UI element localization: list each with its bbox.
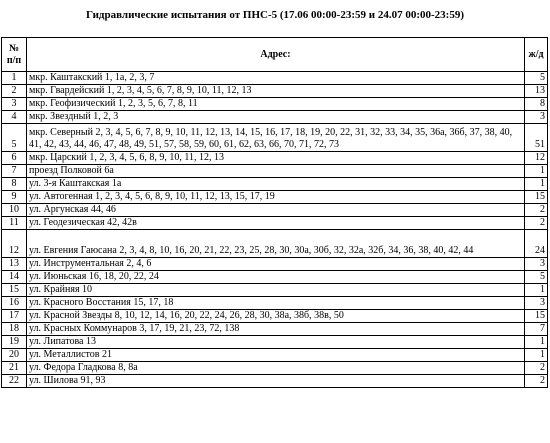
table-row (2, 217, 548, 230)
table-row (2, 124, 548, 152)
row-address: ул. Красных Коммунаров 3, 17, 19, 21, 23, 72, 138 (27, 323, 525, 336)
row-house-count: 15 (525, 310, 548, 323)
row-number: 11 (2, 217, 27, 230)
row-address: ул. Инструментальная 2, 4, 6 (27, 258, 525, 271)
row-house-count: 2 (525, 217, 548, 230)
row-number: 2 (2, 85, 27, 98)
row-address: мкр. Звездный 1, 2, 3 (27, 111, 525, 124)
header-count: ж/д (525, 38, 548, 72)
table-row (2, 284, 548, 297)
row-number: 17 (2, 310, 27, 323)
row-number: 18 (2, 323, 27, 336)
row-address: ул. Евгения Гаюсана 2, 3, 4, 8, 10, 16, 20, 21, 22, 23, 25, 28, 30, 30а, 30б, 32, 32а, 32б, 34, 36, 38, 40, 42, 44 (27, 230, 525, 258)
row-number: 13 (2, 258, 27, 271)
table-row (2, 111, 548, 124)
row-house-count: 3 (525, 111, 548, 124)
row-house-count: 13 (525, 85, 548, 98)
row-number: 7 (2, 165, 27, 178)
table-row (2, 72, 548, 85)
header-address: Адрес: (27, 38, 525, 72)
row-house-count: 1 (525, 336, 548, 349)
row-number: 14 (2, 271, 27, 284)
table-row (2, 85, 548, 98)
table-row (2, 178, 548, 191)
table-row (2, 297, 548, 310)
row-number: 8 (2, 178, 27, 191)
row-number: 19 (2, 336, 27, 349)
table-row (2, 336, 548, 349)
row-number: 9 (2, 191, 27, 204)
row-house-count: 5 (525, 72, 548, 85)
row-address: ул. 3-я Каштакская 1а (27, 178, 525, 191)
header-number-line1: № (8, 42, 20, 54)
row-house-count: 1 (525, 178, 548, 191)
table-row (2, 375, 548, 388)
row-address: ул. Красной Звезды 8, 10, 12, 14, 16, 20, 22, 24, 26, 28, 30, 38а, 38б, 38в, 50 (27, 310, 525, 323)
table-row (2, 323, 548, 336)
table-row (2, 152, 548, 165)
row-house-count: 51 (525, 124, 548, 152)
row-address: ул. Красного Восстания 15, 17, 18 (27, 297, 525, 310)
row-address: ул. Шилова 91, 93 (27, 375, 525, 388)
row-address: ул. Геодезическая 42, 42в (27, 217, 525, 230)
row-house-count: 3 (525, 297, 548, 310)
row-number: 22 (2, 375, 27, 388)
row-house-count: 1 (525, 349, 548, 362)
row-number: 20 (2, 349, 27, 362)
table-row (2, 310, 548, 323)
row-number: 3 (2, 98, 27, 111)
table-row (2, 230, 548, 258)
table-row (2, 258, 548, 271)
row-house-count: 2 (525, 375, 548, 388)
row-number: 10 (2, 204, 27, 217)
row-house-count: 8 (525, 98, 548, 111)
row-address: ул. Автогенная 1, 2, 3, 4, 5, 6, 8, 9, 10, 11, 12, 13, 15, 17, 19 (27, 191, 525, 204)
header-number (2, 38, 27, 72)
row-number: 4 (2, 111, 27, 124)
row-address: ул. Аргунская 44, 46 (27, 204, 525, 217)
row-house-count: 3 (525, 258, 548, 271)
row-house-count: 24 (525, 230, 548, 258)
table-row (2, 204, 548, 217)
table-row (2, 191, 548, 204)
row-number: 6 (2, 152, 27, 165)
row-house-count: 1 (525, 284, 548, 297)
row-address: мкр. Царский 1, 2, 3, 4, 5, 6, 8, 9, 10, 11, 12, 13 (27, 152, 525, 165)
row-address: мкр. Каштакский 1, 1а, 2, 3, 7 (27, 72, 525, 85)
table-row (2, 271, 548, 284)
row-address: ул. Крайняя 10 (27, 284, 525, 297)
row-house-count: 5 (525, 271, 548, 284)
row-number: 1 (2, 72, 27, 85)
row-address: ул. Июньская 16, 18, 20, 22, 24 (27, 271, 525, 284)
header-number-line2: п/п (6, 54, 22, 66)
addresses-table (1, 37, 548, 388)
row-address: ул. Липатова 13 (27, 336, 525, 349)
row-address: ул. Федора Гладкова 8, 8а (27, 362, 525, 375)
row-house-count: 2 (525, 362, 548, 375)
row-number: 21 (2, 362, 27, 375)
row-address: ул. Металлистов 21 (27, 349, 525, 362)
table-row (2, 362, 548, 375)
row-house-count: 7 (525, 323, 548, 336)
row-address: мкр. Геофизический 1, 2, 3, 5, 6, 7, 8, 11 (27, 98, 525, 111)
row-address: мкр. Северный 2, 3, 4, 5, 6, 7, 8, 9, 10, 11, 12, 13, 14, 15, 16, 17, 18, 19, 20, 22, 31, 32, 33, 34, 35, 36а, 36б, 37, 38, 40, 41, 42, 43, 44, 46, 47, 48, 49, 51, 57, 58, 59, 60, 61, 62, 63, 66, 70, 71, 72, 73 (27, 124, 525, 152)
table-row (2, 98, 548, 111)
row-number: 12 (2, 230, 27, 258)
row-address: мкр. Гвардейский 1, 2, 3, 4, 5, 6, 7, 8, 9, 10, 11, 12, 13 (27, 85, 525, 98)
row-number: 5 (2, 124, 27, 152)
row-number: 15 (2, 284, 27, 297)
row-number: 16 (2, 297, 27, 310)
table-header-row (2, 38, 548, 72)
row-house-count: 15 (525, 191, 548, 204)
table-row (2, 349, 548, 362)
table-body (2, 72, 548, 388)
row-house-count: 1 (525, 165, 548, 178)
row-house-count: 12 (525, 152, 548, 165)
document-title: Гидравлические испытания от ПНС-5 (17.06 00:00-23:59 и 24.07 00:00-23:59) (86, 9, 464, 21)
row-house-count: 2 (525, 204, 548, 217)
row-address: проезд Полковой 6а (27, 165, 525, 178)
table-row (2, 165, 548, 178)
